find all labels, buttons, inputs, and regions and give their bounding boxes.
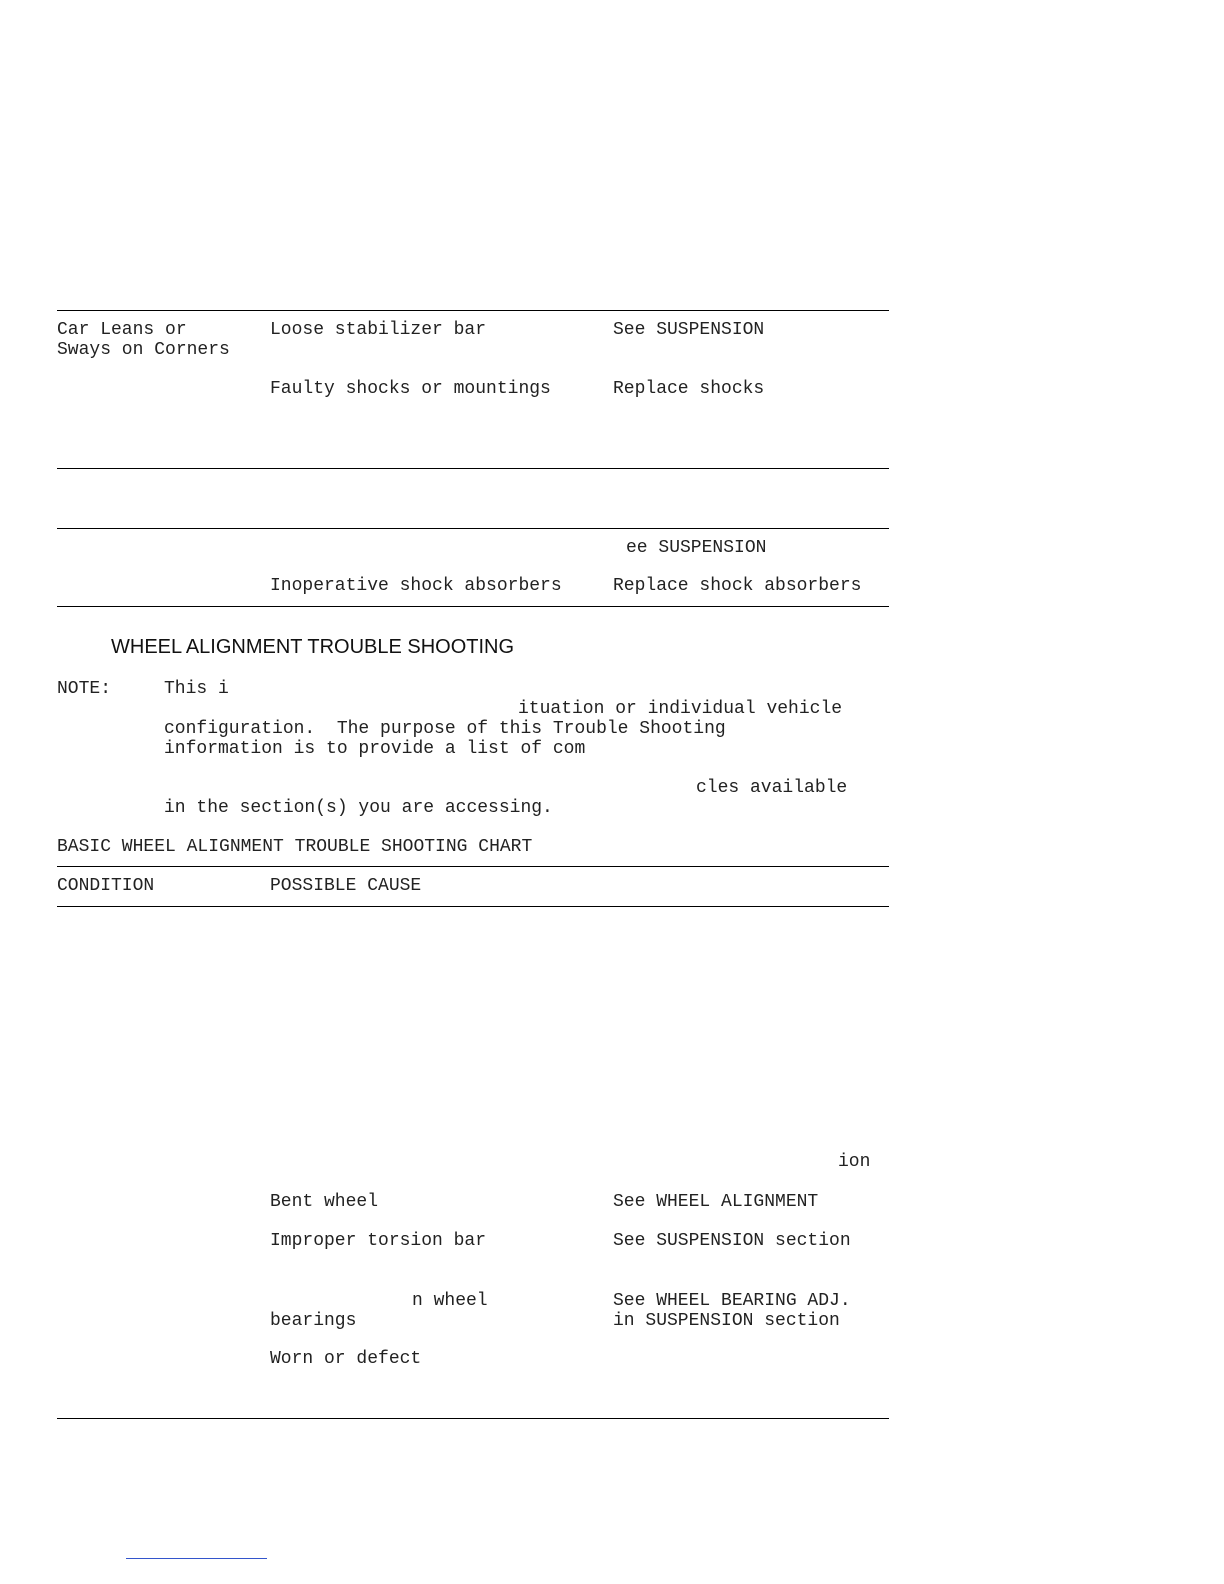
note-line: ituation or individual vehicle <box>518 699 843 719</box>
remedy-replace-shock-absorbers: Replace shock absorbers <box>613 576 862 596</box>
remedy-fragment: ion <box>838 1152 871 1172</box>
condition-car-leans-line2: Sways on Corners <box>57 340 230 360</box>
cause-wheel-bearings-line1: n wheel <box>412 1291 488 1311</box>
chart-rule-bottom <box>57 1418 889 1419</box>
chart-header-rule <box>57 906 889 907</box>
chart-title: BASIC WHEEL ALIGNMENT TROUBLE SHOOTING CHART <box>57 837 533 857</box>
cause-faulty-shocks: Faulty shocks or mountings <box>270 379 551 399</box>
note-line: in the section(s) you are accessing. <box>164 798 553 818</box>
remedy-replace-shocks: Replace shocks <box>613 379 765 399</box>
remedy-see-suspension: See SUSPENSION <box>613 320 765 340</box>
note-line: configuration. The purpose of this Trouble Shooting <box>164 719 726 739</box>
header-possible-cause: POSSIBLE CAUSE <box>270 876 422 896</box>
link-underline[interactable] <box>126 1558 267 1559</box>
remedy-fragment-suspension: ee SUSPENSION <box>626 538 767 558</box>
cause-loose-stabilizer: Loose stabilizer bar <box>270 320 487 340</box>
table-rule <box>57 468 889 469</box>
cause-worn-or-defect: Worn or defect <box>270 1349 422 1369</box>
note-line: This i <box>164 679 229 699</box>
remedy-see-suspension-section: See SUSPENSION section <box>613 1231 851 1251</box>
cause-bent-wheel: Bent wheel <box>270 1192 379 1212</box>
cause-improper-torsion-bar: Improper torsion bar <box>270 1231 487 1251</box>
header-condition: CONDITION <box>57 876 155 896</box>
note-line: information is to provide a list of com <box>164 739 586 759</box>
table-rule <box>57 528 889 529</box>
remedy-see-wheel-alignment: See WHEEL ALIGNMENT <box>613 1192 819 1212</box>
table-rule-bottom <box>57 606 889 607</box>
section-heading: WHEEL ALIGNMENT TROUBLE SHOOTING <box>111 636 515 658</box>
note-label: NOTE: <box>57 679 112 699</box>
remedy-wheel-bearing-adj-line2: in SUSPENSION section <box>613 1311 840 1331</box>
condition-car-leans-line1: Car Leans or <box>57 320 187 340</box>
cause-wheel-bearings-line2: bearings <box>270 1311 357 1331</box>
note-line: cles available <box>696 778 848 798</box>
table-rule-top <box>57 310 889 311</box>
cause-inoperative-shocks: Inoperative shock absorbers <box>270 576 562 596</box>
chart-rule-top <box>57 866 889 867</box>
remedy-wheel-bearing-adj-line1: See WHEEL BEARING ADJ. <box>613 1291 851 1311</box>
